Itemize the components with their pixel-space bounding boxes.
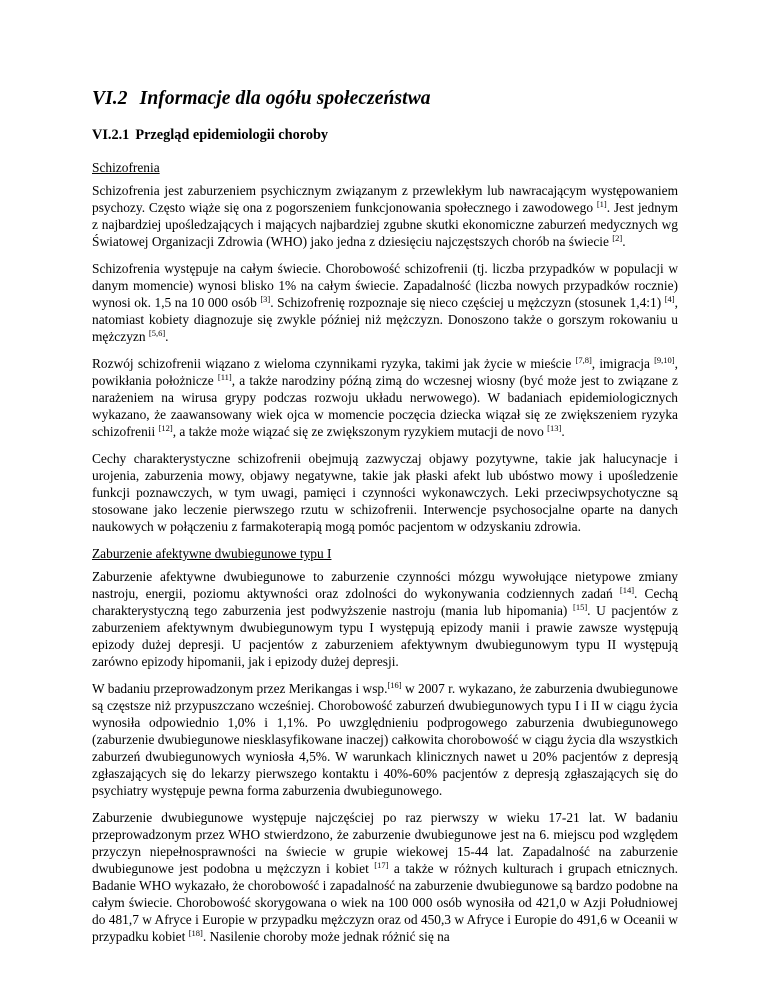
paragraph-text: W badaniu przeprowadzonym przez Merikangas i wsp.	[92, 681, 388, 696]
paragraph-text: . Cechą charakterystyczną tego zaburzenia jest podwyższenie nastroju (mania lub hipomania)	[92, 586, 682, 618]
paragraph-text: a także w różnych kulturach i grupach etnicznych. Badanie WHO wykazało, że chorobowość i zapadalność na zaburzenie dwubiegunowe są bardzo podobne na całym świecie. Chorobowość skorygowana o wiek na 100 000 osób wynosiła od 421,0 w Azji Południowej do 481,7 w Afryce i Europie w przypadku mężczyzn oraz od 450,3 w Afryce i Europie do 491,6 w Oceanii w przypadku kobiet	[92, 861, 682, 944]
paragraph	[92, 809, 682, 945]
paragraph	[92, 680, 682, 799]
bipolar-heading: Zaburzenie afektywne dwubiegunowe typu I	[92, 546, 332, 561]
citation-ref: [1]	[596, 199, 607, 209]
document-page	[92, 88, 682, 955]
paragraph-text: , powikłania położnicze	[92, 356, 682, 388]
citation-ref: [18]	[188, 928, 203, 938]
section-title	[92, 88, 678, 110]
citation-ref: [4]	[664, 294, 675, 304]
paragraph: Cechy charakterystyczne schizofrenii obejmują zazwyczaj objawy pozytywne, takie jak halucynacje i urojenia, zaburzenia mowy, objawy negatywne, takie jak płaski afekt lub ubóstwo mowy i upośledzenie funkcji poznawczych, w tym uwagi, pamięci i czynności wykonawczych. Leki przeciwpsychotyczne są stosowane jako leczenie pierwszego rzutu w schizofrenii. Interwencje psychosocjalne oparte na danych naukowych w połączeniu z farmakoterapią mogą pomóc pacjentom w odzyskaniu zdrowia.	[92, 451, 678, 534]
paragraph-text: .	[622, 234, 626, 249]
subsection-title-text: Przegląd epidemiologii choroby	[135, 127, 329, 143]
citation-ref: [17]	[374, 860, 389, 870]
paragraph-text: Schizofrenia jest zaburzeniem psychicznym związanym z przewlekłym lub nawracającym występowaniem psychozy. Często wiąże się ona z pogorszeniem funkcjonowania społecznego i zawodowego	[92, 183, 682, 215]
citation-ref: [13]	[547, 423, 562, 433]
paragraph-text: . Nasilenie choroby może jednak różnić się na	[202, 929, 450, 944]
paragraph-text: .	[561, 424, 565, 439]
citation-ref: [11]	[217, 372, 232, 382]
paragraph	[92, 568, 682, 670]
subsection-title	[92, 127, 678, 144]
paragraph-text: , imigracja	[591, 356, 655, 371]
schizophrenia-heading: Schizofrenia	[92, 160, 160, 175]
section-title-text: Informacje dla ogółu społeczeństwa	[139, 88, 431, 109]
paragraph-text: . Jest jednym z najbardziej upośledzających i mających najbardziej zgubne skutki ekonomiczne zaburzeń medycznych wg Światowej Organizacji Zdrowia (WHO) jako jedna z dziesięciu najczęstszych chorób na świecie	[92, 200, 682, 249]
citation-ref: [7,8]	[575, 355, 592, 365]
paragraph-text: Zaburzenie afektywne dwubiegunowe to zaburzenie czynności mózgu wywołujące nietypowe zmiany nastroju, energii, poziomu aktywności oraz zdolności do wykonywania codziennych zadań	[92, 569, 682, 601]
paragraph-text: . U pacjentów z zaburzeniem afektywnym dwubiegunowym typu I występują epizody manii i prawie zawsze występują epizody dużej depresji. U pacjentów z zaburzeniem afektywnym dwubiegunowym typu II występują zarówno epizody hipomanii, jak i epizody dużej depresji.	[92, 603, 682, 669]
paragraph-text: w 2007 r. wykazano, że zaburzenia dwubiegunowe są częstsze niż przypuszczano wcześniej. Chorobowość zaburzeń dwubiegunowych typu I i II w ciągu życia wynosiła odpowiednio 1,0% i 1,1%. Po uwzględnieniu podprogowego zaburzenia dwubiegunowego (zaburzenie dwubiegunowe niesklasyfikowane inaczej) całkowita chorobowość w ciągu życia dla wszystkich zaburzeń dwubiegunowych wyniosła 4,5%. W warunkach klinicznych nawet u 20% pacjentów z depresją zgłaszających się do lekarzy pierwszego kontaktu i 40%-60% pacjentów z depresją zgłaszających się do psychiatry występuje pewna forma zaburzenia dwubiegunowego.	[92, 681, 682, 798]
citation-ref: [9,10]	[654, 355, 675, 365]
paragraph-text: , natomiast kobiety diagnozuje się zwykle później niż mężczyzn. Donoszono także o gorszym rokowaniu u mężczyzn	[92, 295, 682, 344]
paragraph-text: . Schizofrenię rozpoznaje się nieco częściej u mężczyzn (stosunek 1,4:1)	[270, 295, 665, 310]
citation-ref: [12]	[158, 423, 173, 433]
paragraph-text: .	[165, 329, 169, 344]
citation-ref: [14]	[619, 585, 635, 595]
paragraph-text: Zaburzenie dwubiegunowe występuje najczęściej po raz pierwszy w wieku 17-21 lat. W badaniu przeprowadzonym przez WHO stwierdzono, że zaburzenie dwubiegunowe jest na 6. miejscu pod względem przyczyn niepełnosprawności na świecie w grupie wiekowej 15-44 lat. Zapadalność na zaburzenie dwubiegunowe jest podobna u mężczyzn i kobiet	[92, 810, 682, 876]
citation-ref: [2]	[612, 233, 623, 243]
paragraph-text: Rozwój schizofrenii wiązano z wieloma czynnikami ryzyka, takimi jak życie w mieście	[92, 356, 576, 371]
citation-ref: [16]	[387, 680, 402, 690]
paragraph	[92, 355, 682, 440]
paragraph-text: Schizofrenia występuje na całym świecie. Chorobowość schizofrenii (tj. liczba przypadków w populacji w danym momencie) wynosi blisko 1% na całym świecie. Zapadalność (liczba nowych przypadków rocznie) wynosi ok. 1,5 na 10 000 osób	[92, 261, 682, 310]
subsection-number: VI.2.1	[92, 127, 130, 143]
paragraph-text: , a także może wiązać się ze zwiększonym ryzykiem mutacji de novo	[172, 424, 548, 439]
paragraph	[92, 260, 682, 345]
citation-ref: [3]	[260, 294, 271, 304]
citation-ref: [15]	[573, 602, 588, 612]
section-number: VI.2	[92, 88, 128, 109]
citation-ref: [5,6]	[148, 328, 166, 338]
paragraph	[92, 182, 682, 250]
paragraph-text: , a także narodziny późną zimą do wczesnej wiosny (być może jest to związane z narażeniem na wirusa grypy podczas rozwoju układu nerwowego). W badaniach epidemiologicznych wykazano, że zaawansowany wiek ojca w momencie poczęcia dziecka wiązał się ze zwiększeniem ryzyka schizofrenii	[92, 373, 682, 439]
